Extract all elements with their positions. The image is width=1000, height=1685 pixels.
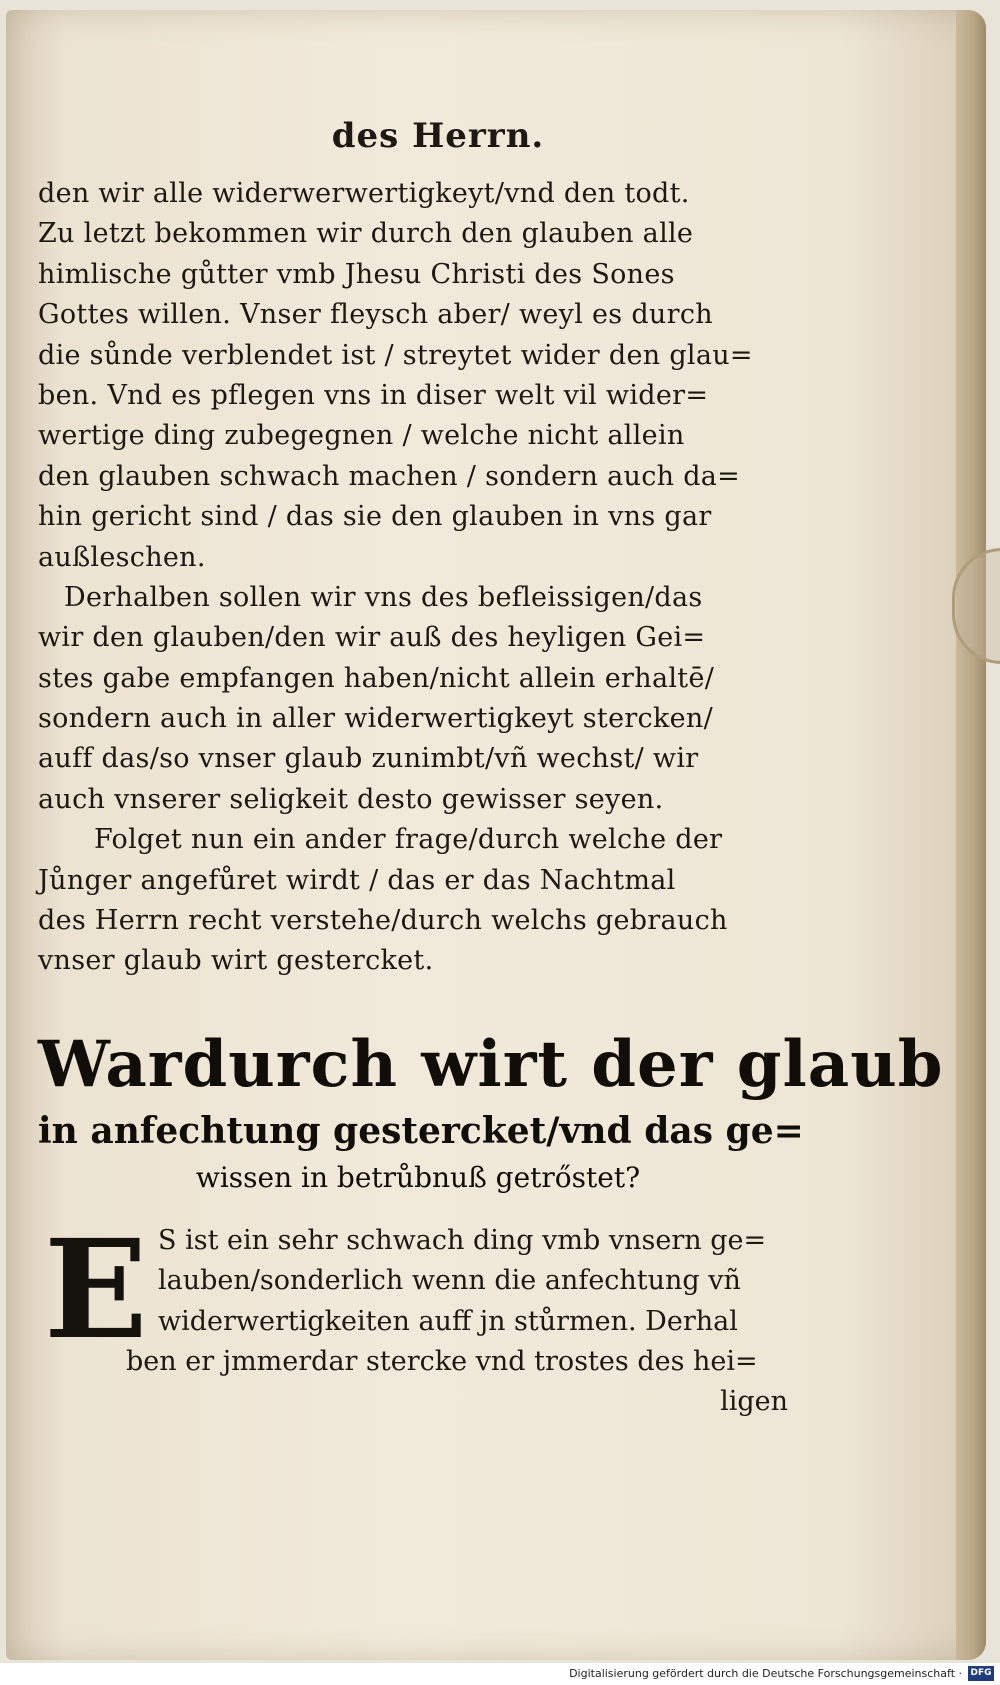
initial-letter: E (44, 1209, 148, 1370)
text-line: auff das/so vnser glaub zunimbt/vñ wechst/ wir (38, 743, 699, 775)
text-line: himlische gůtter vmb Jhesu Christi des Sones (38, 258, 675, 290)
digitization-footer (0, 1663, 1000, 1685)
opening-paragraph (38, 1209, 798, 1422)
text-line: den glauben schwach machen / sondern auch da= (38, 460, 741, 492)
text-line: stes gabe empfangen haben/nicht allein erhaltē/ (38, 662, 715, 694)
text-line: widerwertigkeiten auff jn stůrmen. Derhal (158, 1305, 738, 1337)
paragraph-1 (38, 174, 798, 578)
paragraph-2 (38, 578, 798, 820)
text-line: vnser glaub wirt gestercket. (38, 945, 434, 977)
text-line: Folget nun ein ander frage/durch welche der (94, 824, 723, 856)
heading-line-2: in anfechtung gestercket/vnd das ge= (38, 1109, 804, 1152)
page-edge (956, 10, 986, 1660)
section-heading (38, 1024, 944, 1200)
text-line: wertige ding zubegegnen / welche nicht allein (38, 420, 685, 452)
text-line: Derhalben sollen wir vns des befleissigen/das (64, 581, 703, 613)
text-line: ben er jmmerdar stercke vnd trostes des hei= (126, 1345, 758, 1377)
heading-line-3: wissen in betrůbnuß getrőstet? (195, 1160, 641, 1194)
text-line: Gottes willen. Vnser fleysch aber/ weyl es durch (38, 299, 713, 331)
text-line: Zu letzt bekommen wir durch den glauben alle (38, 218, 694, 250)
heading-line-1: Wardurch wirt der glaub (38, 1026, 944, 1102)
text-line: außleschen. (38, 541, 206, 573)
text-line: Jůnger angefůret wirdt / das er das Nachtmal (38, 864, 676, 896)
catchword: ligen (720, 1386, 788, 1418)
text-line: hin gericht sind / das sie den glauben in vns gar (38, 501, 712, 533)
text-line: S ist ein sehr schwach ding vmb vnsern ge= (158, 1224, 767, 1256)
funding-credit: Digitalisierung gefördert durch die Deutsche Forschungsgemeinschaft · (569, 1667, 962, 1680)
text-line: wir den glauben/den wir auß des heyligen Gei= (38, 622, 706, 654)
text-line: sondern auch in aller widerwertigkeyt stercken/ (38, 703, 714, 735)
text-line: lauben/sonderlich wenn die anfechtung vñ (158, 1265, 741, 1297)
text-line: des Herrn recht verstehe/durch welchs gebrauch (38, 905, 728, 937)
running-head: des Herrn. (331, 116, 545, 156)
text-line: den wir alle widerwerwertigkeyt/vnd den todt. (38, 178, 690, 209)
dfg-logo-icon: DFG (968, 1666, 994, 1681)
text-line: die sůnde verblendet ist / streytet wider den glau= (38, 339, 753, 371)
text-line: ben. Vnd es pflegen vns in diser welt vil wider= (38, 379, 709, 411)
paragraph-3 (38, 820, 798, 982)
text-line: auch vnserer seligkeit desto gewisser seyen. (38, 783, 664, 815)
page-text (38, 110, 944, 1422)
